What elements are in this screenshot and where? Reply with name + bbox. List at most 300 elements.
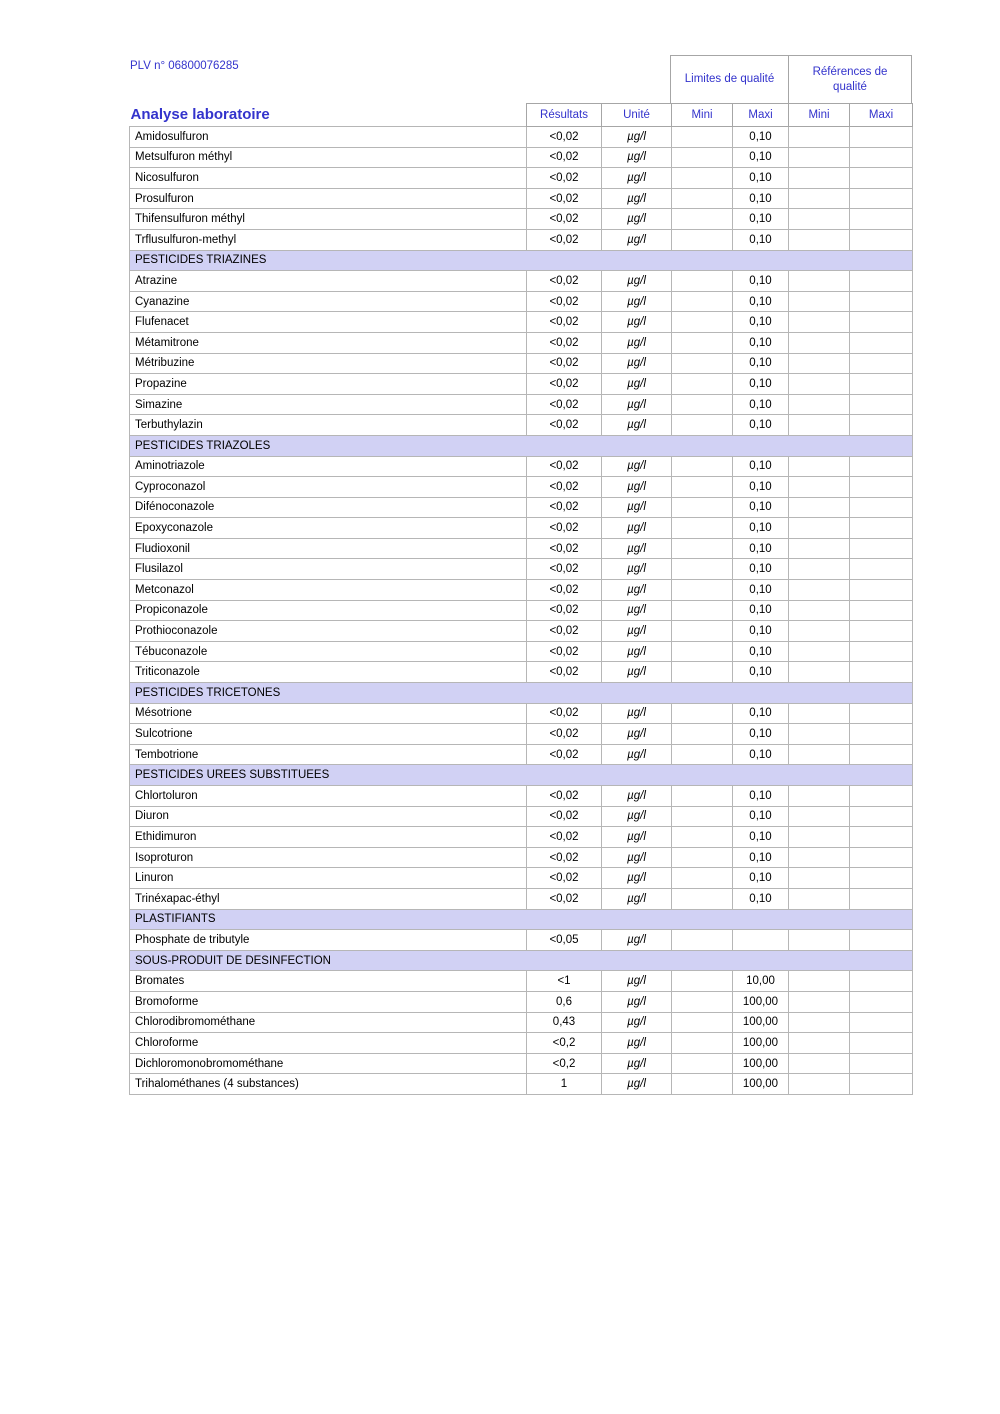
parameter-name: Prothioconazole [130, 621, 527, 642]
table-row [130, 374, 913, 395]
result-value: <0,02 [527, 291, 602, 312]
reference-mini-value [789, 1074, 850, 1095]
result-value: <0,02 [527, 888, 602, 909]
parameter-name: Trihalométhanes (4 substances) [130, 1074, 527, 1095]
reference-maxi-value [850, 271, 913, 292]
result-value: <0,2 [527, 1033, 602, 1054]
table-row [130, 127, 913, 148]
section-title: PESTICIDES TRIAZINES [130, 250, 913, 271]
reference-mini-value [789, 641, 850, 662]
table-row [130, 703, 913, 724]
reference-mini-value [789, 1012, 850, 1033]
limit-maxi-value: 0,10 [733, 188, 789, 209]
unit-value: µg/l [602, 744, 672, 765]
unit-value: µg/l [602, 559, 672, 580]
limit-mini-value [672, 827, 733, 848]
limit-mini-value [672, 621, 733, 642]
reference-maxi-value [850, 724, 913, 745]
parameter-name: Difénoconazole [130, 497, 527, 518]
parameter-name: Triticonazole [130, 662, 527, 683]
limit-mini-value [672, 786, 733, 807]
limit-maxi-value [733, 930, 789, 951]
reference-maxi-value [850, 847, 913, 868]
unit-value: µg/l [602, 497, 672, 518]
parameter-name: Chlortoluron [130, 786, 527, 807]
result-value: <0,02 [527, 806, 602, 827]
unit-value: µg/l [602, 538, 672, 559]
parameter-name: Métamitrone [130, 332, 527, 353]
reference-maxi-value [850, 353, 913, 374]
unit-value: µg/l [602, 724, 672, 745]
parameter-name: Flufenacet [130, 312, 527, 333]
reference-mini-value [789, 477, 850, 498]
result-value: <0,2 [527, 1053, 602, 1074]
page-title: Analyse laboratoire [130, 106, 270, 123]
limit-maxi-value: 0,10 [733, 374, 789, 395]
result-value: 1 [527, 1074, 602, 1095]
limit-mini-value [672, 312, 733, 333]
reference-mini-value [789, 786, 850, 807]
reference-maxi-value [850, 621, 913, 642]
table-row [130, 477, 913, 498]
plv-number: PLV n° 06800076285 [130, 60, 239, 72]
column-header-row [130, 104, 913, 127]
unit-value: µg/l [602, 518, 672, 539]
unit-value: µg/l [602, 971, 672, 992]
limit-maxi-value: 0,10 [733, 621, 789, 642]
limit-maxi-value: 0,10 [733, 580, 789, 601]
section-header-row [130, 250, 913, 271]
reference-mini-value [789, 497, 850, 518]
unit-value: µg/l [602, 1012, 672, 1033]
limit-maxi-value: 0,10 [733, 827, 789, 848]
reference-mini-value [789, 580, 850, 601]
limit-mini-value [672, 847, 733, 868]
limit-mini-value [672, 806, 733, 827]
reference-maxi-value [850, 538, 913, 559]
section-title: PLASTIFIANTS [130, 909, 913, 930]
reference-mini-value [789, 991, 850, 1012]
limit-mini-value [672, 641, 733, 662]
section-header-row [130, 435, 913, 456]
table-row [130, 744, 913, 765]
limit-mini-value [672, 394, 733, 415]
unit-value: µg/l [602, 991, 672, 1012]
reference-mini-value [789, 1033, 850, 1054]
limit-mini-value [672, 703, 733, 724]
limit-mini-value [672, 930, 733, 951]
reference-mini-value [789, 332, 850, 353]
parameter-name: Ethidimuron [130, 827, 527, 848]
parameter-name: Epoxyconazole [130, 518, 527, 539]
table-row [130, 229, 913, 250]
reference-maxi-value [850, 580, 913, 601]
reference-maxi-value [850, 1033, 913, 1054]
limit-mini-value [672, 991, 733, 1012]
table-row [130, 1074, 913, 1095]
reference-mini-value [789, 703, 850, 724]
parameter-name: Fludioxonil [130, 538, 527, 559]
table-row [130, 209, 913, 230]
table-row [130, 580, 913, 601]
parameter-name: Thifensulfuron méthyl [130, 209, 527, 230]
table-row [130, 188, 913, 209]
reference-mini-value [789, 827, 850, 848]
unit-value: µg/l [602, 188, 672, 209]
limit-maxi-value: 0,10 [733, 415, 789, 436]
reference-maxi-value [850, 312, 913, 333]
table-row [130, 271, 913, 292]
unit-value: µg/l [602, 868, 672, 889]
limit-maxi-value: 100,00 [733, 991, 789, 1012]
reference-maxi-value [850, 559, 913, 580]
result-value: <0,02 [527, 744, 602, 765]
table-row [130, 332, 913, 353]
result-value: <1 [527, 971, 602, 992]
table-row [130, 641, 913, 662]
limit-mini-value [672, 271, 733, 292]
result-value: <0,02 [527, 477, 602, 498]
limit-mini-value [672, 868, 733, 889]
result-value: <0,02 [527, 786, 602, 807]
unit-value: µg/l [602, 127, 672, 148]
result-value: <0,02 [527, 559, 602, 580]
parameter-name: Dichloromonobromométhane [130, 1053, 527, 1074]
reference-maxi-value [850, 662, 913, 683]
unit-value: µg/l [602, 209, 672, 230]
reference-maxi-value [850, 786, 913, 807]
parameter-name: Propazine [130, 374, 527, 395]
table-row [130, 353, 913, 374]
limit-mini-value [672, 662, 733, 683]
reference-mini-value [789, 518, 850, 539]
limit-maxi-value: 0,10 [733, 847, 789, 868]
reference-maxi-value [850, 888, 913, 909]
reference-maxi-value [850, 209, 913, 230]
parameter-name: Isoproturon [130, 847, 527, 868]
reference-mini-value [789, 806, 850, 827]
section-title: PESTICIDES TRICETONES [130, 683, 913, 704]
result-value: <0,02 [527, 847, 602, 868]
table-row [130, 621, 913, 642]
reference-maxi-value [850, 188, 913, 209]
reference-mini-value [789, 744, 850, 765]
analysis-table [129, 103, 913, 1095]
section-title: PESTICIDES TRIAZOLES [130, 435, 913, 456]
unit-value: µg/l [602, 641, 672, 662]
result-value: 0,6 [527, 991, 602, 1012]
table-row [130, 394, 913, 415]
limit-mini-value [672, 518, 733, 539]
parameter-name: Sulcotrione [130, 724, 527, 745]
reference-mini-value [789, 229, 850, 250]
reference-maxi-value [850, 868, 913, 889]
result-value: <0,02 [527, 641, 602, 662]
limit-mini-value [672, 600, 733, 621]
parameter-name: Trinéxapac-éthyl [130, 888, 527, 909]
unit-value: µg/l [602, 662, 672, 683]
parameter-name: Cyproconazol [130, 477, 527, 498]
reference-maxi-value [850, 374, 913, 395]
reference-maxi-value [850, 1053, 913, 1074]
reference-maxi-value [850, 456, 913, 477]
limit-mini-value [672, 538, 733, 559]
unit-value: µg/l [602, 786, 672, 807]
parameter-name: Mésotrione [130, 703, 527, 724]
reference-mini-value [789, 415, 850, 436]
section-header-row [130, 950, 913, 971]
reference-mini-value [789, 209, 850, 230]
parameter-name: Tembotrione [130, 744, 527, 765]
limit-mini-value [672, 168, 733, 189]
result-value: <0,02 [527, 147, 602, 168]
limit-maxi-value: 0,10 [733, 868, 789, 889]
reference-maxi-value [850, 641, 913, 662]
limit-maxi-value: 0,10 [733, 229, 789, 250]
analysis-table-body [130, 127, 913, 1095]
limit-mini-value [672, 724, 733, 745]
parameter-name: Aminotriazole [130, 456, 527, 477]
unit-value: µg/l [602, 827, 672, 848]
limit-mini-value [672, 477, 733, 498]
section-header-row [130, 909, 913, 930]
parameter-name: Métribuzine [130, 353, 527, 374]
reference-maxi-value [850, 827, 913, 848]
limit-maxi-value: 100,00 [733, 1033, 789, 1054]
parameter-name: Atrazine [130, 271, 527, 292]
table-row [130, 168, 913, 189]
limit-maxi-value: 0,10 [733, 271, 789, 292]
limit-maxi-value: 0,10 [733, 724, 789, 745]
limit-mini-value [672, 1053, 733, 1074]
parameter-name: Nicosulfuron [130, 168, 527, 189]
limit-maxi-value: 0,10 [733, 888, 789, 909]
table-row [130, 930, 913, 951]
result-value: <0,02 [527, 188, 602, 209]
section-title: PESTICIDES UREES SUBSTITUEES [130, 765, 913, 786]
limit-maxi-value: 0,10 [733, 353, 789, 374]
reference-mini-value [789, 394, 850, 415]
reference-maxi-value [850, 518, 913, 539]
result-value: <0,02 [527, 724, 602, 745]
limit-maxi-value: 0,10 [733, 538, 789, 559]
reference-maxi-value [850, 127, 913, 148]
reference-mini-value [789, 538, 850, 559]
table-row [130, 456, 913, 477]
reference-maxi-value [850, 394, 913, 415]
parameter-name: Bromates [130, 971, 527, 992]
table-row [130, 312, 913, 333]
reference-maxi-value [850, 415, 913, 436]
parameter-name: Tébuconazole [130, 641, 527, 662]
table-row [130, 147, 913, 168]
column-header-limits-maxi: Maxi [733, 104, 789, 127]
limit-mini-value [672, 888, 733, 909]
column-header-resultats: Résultats [527, 104, 602, 127]
section-title: SOUS-PRODUIT DE DESINFECTION [130, 950, 913, 971]
unit-value: µg/l [602, 291, 672, 312]
result-value: <0,02 [527, 415, 602, 436]
result-value: <0,02 [527, 600, 602, 621]
unit-value: µg/l [602, 415, 672, 436]
parameter-name: Propiconazole [130, 600, 527, 621]
reference-maxi-value [850, 497, 913, 518]
reference-maxi-value [850, 703, 913, 724]
result-value: <0,02 [527, 827, 602, 848]
reference-maxi-value [850, 168, 913, 189]
parameter-name: Terbuthylazin [130, 415, 527, 436]
unit-value: µg/l [602, 703, 672, 724]
limit-mini-value [672, 147, 733, 168]
reference-mini-value [789, 971, 850, 992]
limit-maxi-value: 0,10 [733, 559, 789, 580]
limit-maxi-value: 0,10 [733, 641, 789, 662]
limit-maxi-value: 0,10 [733, 703, 789, 724]
result-value: <0,02 [527, 580, 602, 601]
table-row [130, 827, 913, 848]
limit-mini-value [672, 1033, 733, 1054]
unit-value: µg/l [602, 312, 672, 333]
reference-mini-value [789, 312, 850, 333]
parameter-name: Simazine [130, 394, 527, 415]
parameter-name: Metsulfuron méthyl [130, 147, 527, 168]
reference-mini-value [789, 291, 850, 312]
table-row [130, 538, 913, 559]
limits-group-header: Limites de qualité [670, 55, 789, 104]
table-row [130, 888, 913, 909]
reference-mini-value [789, 1053, 850, 1074]
result-value: <0,02 [527, 271, 602, 292]
result-value: <0,02 [527, 353, 602, 374]
parameter-name: Chlorodibromométhane [130, 1012, 527, 1033]
unit-value: µg/l [602, 456, 672, 477]
reference-maxi-value [850, 930, 913, 951]
result-value: <0,02 [527, 621, 602, 642]
parameter-name: Metconazol [130, 580, 527, 601]
reference-maxi-value [850, 332, 913, 353]
limit-mini-value [672, 415, 733, 436]
limit-maxi-value: 0,10 [733, 806, 789, 827]
table-row [130, 868, 913, 889]
reference-maxi-value [850, 806, 913, 827]
unit-value: µg/l [602, 600, 672, 621]
result-value: <0,02 [527, 209, 602, 230]
result-value: <0,02 [527, 168, 602, 189]
reference-maxi-value [850, 1012, 913, 1033]
limit-mini-value [672, 209, 733, 230]
reference-mini-value [789, 888, 850, 909]
table-row [130, 786, 913, 807]
limit-mini-value [672, 353, 733, 374]
reference-mini-value [789, 353, 850, 374]
section-header-row [130, 765, 913, 786]
limit-mini-value [672, 229, 733, 250]
unit-value: µg/l [602, 394, 672, 415]
limit-maxi-value: 100,00 [733, 1074, 789, 1095]
unit-value: µg/l [602, 271, 672, 292]
unit-value: µg/l [602, 332, 672, 353]
result-value: <0,02 [527, 703, 602, 724]
reference-mini-value [789, 374, 850, 395]
limit-maxi-value: 0,10 [733, 497, 789, 518]
limit-mini-value [672, 744, 733, 765]
table-row [130, 662, 913, 683]
reference-mini-value [789, 868, 850, 889]
result-value: <0,02 [527, 374, 602, 395]
reference-maxi-value [850, 477, 913, 498]
limit-maxi-value: 100,00 [733, 1053, 789, 1074]
reference-mini-value [789, 147, 850, 168]
limit-maxi-value: 0,10 [733, 518, 789, 539]
result-value: <0,02 [527, 229, 602, 250]
section-header-row [130, 683, 913, 704]
reference-maxi-value [850, 147, 913, 168]
table-row [130, 1012, 913, 1033]
parameter-name: Flusilazol [130, 559, 527, 580]
unit-value: µg/l [602, 168, 672, 189]
unit-value: µg/l [602, 847, 672, 868]
limit-maxi-value: 0,10 [733, 786, 789, 807]
reference-mini-value [789, 600, 850, 621]
reference-maxi-value [850, 1074, 913, 1095]
unit-value: µg/l [602, 477, 672, 498]
limit-mini-value [672, 374, 733, 395]
reference-mini-value [789, 559, 850, 580]
result-value: <0,02 [527, 497, 602, 518]
unit-value: µg/l [602, 374, 672, 395]
limit-mini-value [672, 971, 733, 992]
column-header-references-maxi: Maxi [850, 104, 913, 127]
result-value: <0,02 [527, 868, 602, 889]
unit-value: µg/l [602, 1053, 672, 1074]
reference-mini-value [789, 188, 850, 209]
references-group-header: Références de qualité [788, 55, 912, 104]
limit-mini-value [672, 497, 733, 518]
column-header-references-mini: Mini [789, 104, 850, 127]
limit-maxi-value: 0,10 [733, 332, 789, 353]
reference-mini-value [789, 621, 850, 642]
unit-value: µg/l [602, 580, 672, 601]
reference-mini-value [789, 456, 850, 477]
table-row [130, 1033, 913, 1054]
limit-maxi-value: 0,10 [733, 147, 789, 168]
reference-mini-value [789, 847, 850, 868]
unit-value: µg/l [602, 147, 672, 168]
reference-mini-value [789, 930, 850, 951]
limit-maxi-value: 0,10 [733, 477, 789, 498]
limit-maxi-value: 0,10 [733, 168, 789, 189]
result-value: <0,02 [527, 127, 602, 148]
unit-value: µg/l [602, 229, 672, 250]
unit-value: µg/l [602, 888, 672, 909]
table-row [130, 600, 913, 621]
reference-maxi-value [850, 971, 913, 992]
table-row [130, 971, 913, 992]
limit-mini-value [672, 456, 733, 477]
table-row [130, 518, 913, 539]
table-row [130, 497, 913, 518]
limit-mini-value [672, 1012, 733, 1033]
result-value: <0,02 [527, 332, 602, 353]
table-row [130, 847, 913, 868]
reference-mini-value [789, 724, 850, 745]
reference-mini-value [789, 662, 850, 683]
table-row [130, 806, 913, 827]
parameter-name: Cyanazine [130, 291, 527, 312]
limit-maxi-value: 0,10 [733, 662, 789, 683]
limit-maxi-value: 100,00 [733, 1012, 789, 1033]
limit-maxi-value: 0,10 [733, 291, 789, 312]
